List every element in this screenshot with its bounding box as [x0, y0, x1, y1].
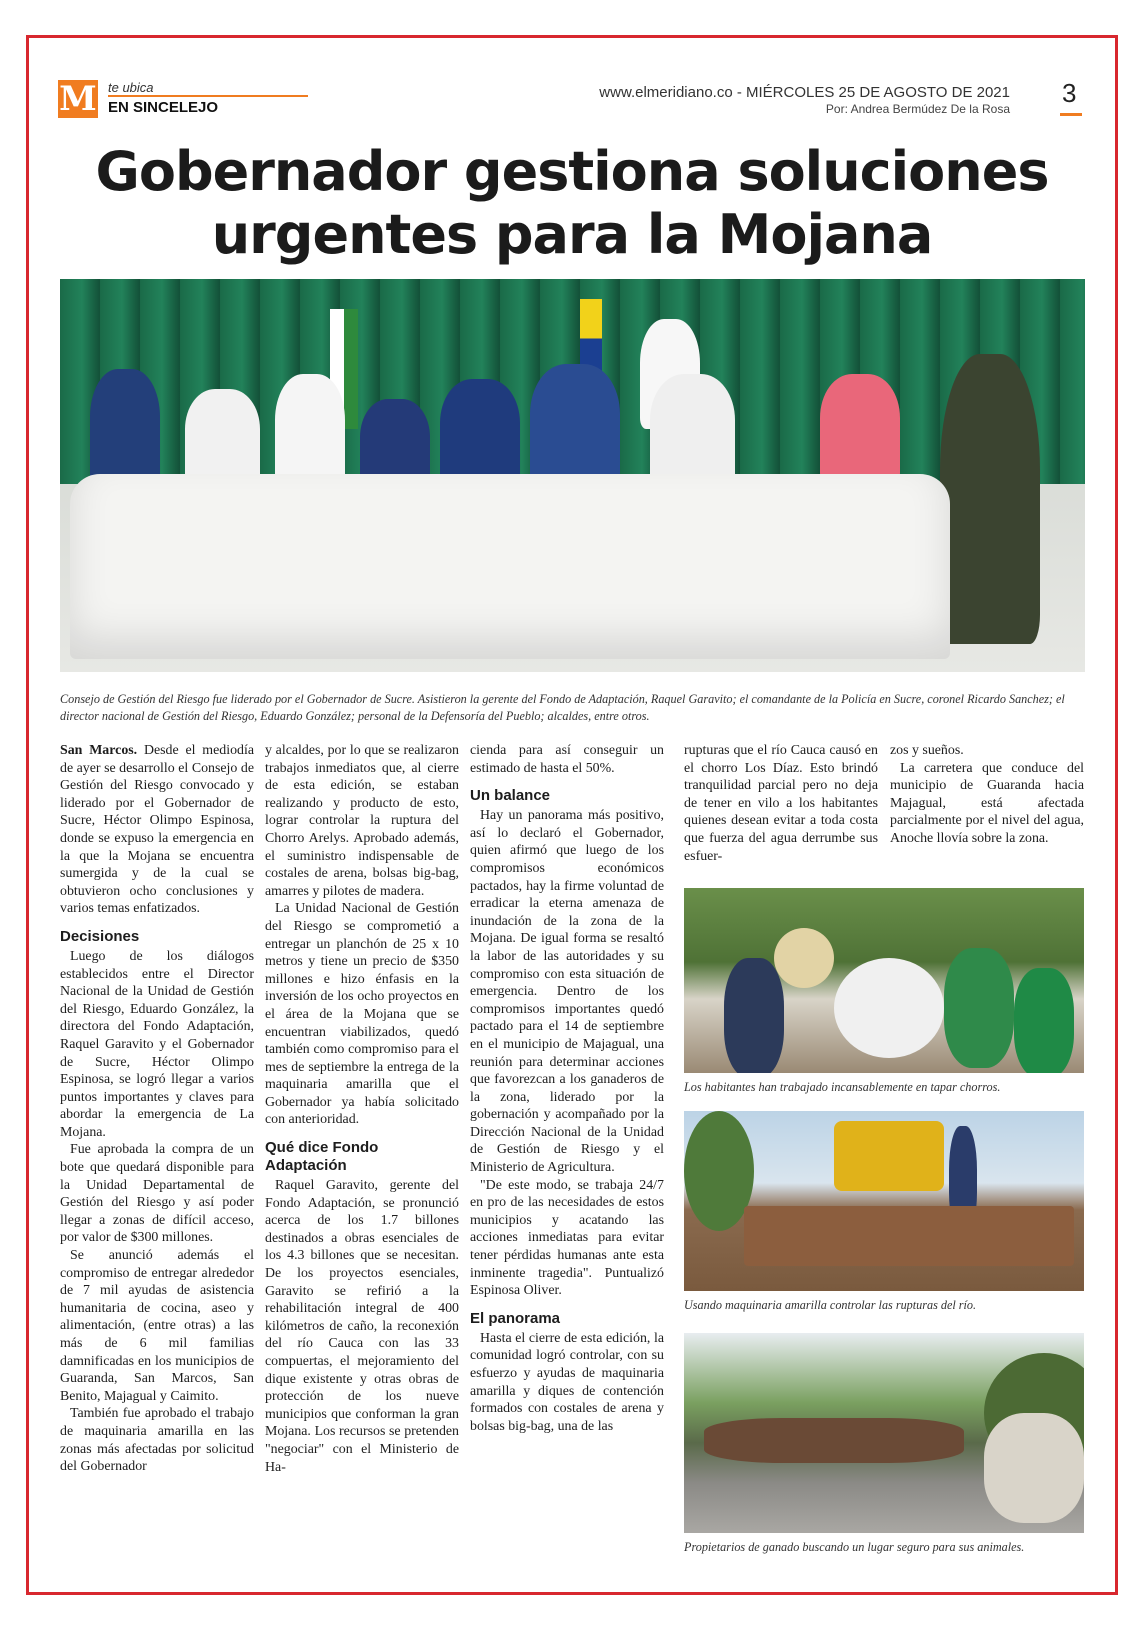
person-figure	[90, 369, 160, 489]
subhead-un-balance: Un balance	[470, 787, 551, 805]
white-tablecloth	[70, 474, 950, 659]
article-column-4	[684, 742, 878, 865]
paragraph: Hay un panorama más positivo, así lo declaró el Gobernador, quien afirmó que luego de los compromisos económicos pactados, hay la firme voluntad de erradicar la eterna amenaza de inundación de la zona de la Mojana. De igual forma se resaltó la labor de las autoridades y su compromiso con esta situación de emergencia. Dentro de los compromisos importantes quedó pactado para el 14 de septiembre en el municipio de Majagual, una reunión para determinar acciones que favorezcan a los ganaderos de la zona, liderado por la gobernación y acompañado por la Dirección Nacional de la Unidad de Gestión de Riesgo y el Ministerio de Agricultura.	[470, 808, 664, 1176]
article-column-1	[60, 742, 254, 1476]
photo-caption-residents: Los habitantes han trabajado incansablemente en tapar chorros.	[684, 1080, 1001, 1094]
subhead-el-panorama: El panorama	[470, 1309, 561, 1327]
section-tagline: te ubica	[108, 80, 154, 95]
photo-residents-sandbags	[684, 888, 1084, 1073]
author-byline: Por: Andrea Bermúdez De la Rosa	[825, 102, 1010, 116]
article-lead	[60, 742, 254, 918]
photo-detail	[834, 958, 944, 1058]
article-column-5	[890, 742, 1084, 848]
dateline: San Marcos.	[60, 743, 138, 758]
article-column-3	[470, 742, 664, 1435]
paragraph: Raquel Garavito, gerente del Fondo Adaptación, se pronunció acerca de los 1.7 billones destinados a obras esenciales de los 4.3 billones que se necesitan. De los proyectos esenciales, Garavito se refirió a la rehabilitación integral de 400 kilómetros de caño, la reconexión del río Cauca con las 33 compuertas, el mejoramiento del dique existente y otras obras de protección de los nueve municipios que conforman la gran Mojana. Los recursos se pretenden "negociar" con el Ministerio de Ha-	[265, 1178, 459, 1475]
subhead-fondo-adaptacion: Qué dice Fondo Adaptación	[265, 1139, 379, 1175]
headline-line-1: Gobernador gestiona soluciones	[95, 140, 1049, 203]
person-figure	[940, 354, 1040, 644]
section-name: EN SINCELEJO	[108, 99, 219, 116]
photo-detail	[774, 928, 834, 988]
photo-detail	[834, 1121, 944, 1191]
page-number-underline	[1060, 113, 1082, 116]
article-column-2	[265, 742, 459, 1476]
photo-detail	[724, 958, 784, 1073]
paragraph: Hasta el cierre de esta edición, la comunidad logró controlar, con su esfuerzo y ayudas de maquinaria amarilla y diques de contención formados con costales de arena y bolsas big-bag, una de las	[470, 1330, 664, 1434]
site-and-date: www.elmeridiano.co - MIÉRCOLES 25 DE AGOSTO DE 2021	[599, 84, 1010, 101]
headline-line-2: urgentes para la Mojana	[211, 203, 933, 266]
newspaper-logo: M	[59, 79, 97, 119]
photo-caption-cattle: Propietarios de ganado buscando un lugar seguro para sus animales.	[684, 1540, 1025, 1554]
photo-detail	[944, 948, 1014, 1068]
photo-yellow-machinery	[684, 1111, 1084, 1291]
photo-detail	[984, 1413, 1084, 1523]
subhead-decisiones: Decisiones	[60, 927, 140, 945]
paragraph: La carretera que conduce del municipio de Guaranda hacia Majagual, está afectada parcialmente por el nivel del agua, Anoche llovía sobre la zona.	[890, 760, 1084, 846]
paragraph: cienda para así conseguir un estimado de hasta el 50%.	[470, 743, 664, 776]
paragraph: rupturas que el río Cauca causó en el chorro Los Díaz. Esto brindó tranquilidad parcial pero no deja de tener en vilo a los habitantes quienes desean evitar a toda costa que fuerza del agua derrumbe sus esfuer-	[684, 743, 878, 864]
section-divider	[108, 95, 308, 97]
main-photo-caption: Consejo de Gestión del Riesgo fue liderado por el Gobernador de Sucre. Asistieron la gerente del Fondo de Adaptación, Raquel Garavito; el comandante de la Policía en Sucre, coronel Ricardo Sanchez; el director nacional de Gestión del Riesgo, Eduardo González; personal de la Defensoría del Pueblo; alcaldes, entre otros.	[60, 692, 1065, 723]
paragraph: "De este modo, se trabaja 24/7 en pro de las necesidades de estos municipios y acatando las acciones inmediatas para evitar tener pérdidas humanas ante esta inminente tragedia". Puntualizó Espinosa Oliver.	[470, 1177, 664, 1299]
page-number: 3	[1062, 78, 1077, 108]
photo-cattle-road	[684, 1333, 1084, 1533]
person-figure	[275, 374, 345, 489]
photo-detail	[1014, 968, 1074, 1073]
paragraph: La Unidad Nacional de Gestión del Riesgo se comprometió a entregar un planchón de 25 x 10 metros y tiene un precio de $350 millones e hizo énfasis en la inversión de los ocho proyectos en el área de la Mojana que se encuentran viabilizados, quedó también como compromiso para el mes de septiembre la entrega de la maquinaria amarilla que el Gobernador ya había solicitado con anterioridad.	[265, 901, 459, 1128]
headline	[40, 140, 1104, 266]
paragraph: Se anunció además el compromiso de entregar alrededor de 7 mil ayudas de asistencia humanitaria de cocina, aseo y alimentación, (entre otras) a las más de 6 mil familias damnificadas en los municipios de Guaranda, San Marcos, San Benito, Majagual y Caimito.	[60, 1248, 254, 1404]
photo-detail	[744, 1206, 1074, 1266]
lead-text: Desde el mediodía de ayer se desarrollo el Consejo de Gestión del Riesgo convocado y liderado por el Gobernador de Sucre, Héctor Olimpo Espinosa, donde se expuso la emergencia en la que la Mojana se encuentra sumergida y de la cual se obtuvieron ocho conclusiones y varios temas enfatizados.	[60, 743, 254, 917]
paragraph: zos y sueños.	[890, 743, 964, 758]
person-figure	[530, 364, 620, 489]
paragraph: y alcaldes, por lo que se realizaron trabajos inmediatos que, al cierre de esta edición, se estaban realizando y producto de esto, lograr controlar la ruptura del Chorro Arelys. Aprobado además, el suministro indispensable de costales de arena, bolsas big-bag, amarres y pilotes de madera.	[265, 743, 459, 899]
paragraph: También fue aprobado el trabajo de maquinaria amarilla en las zonas más afectadas por solicitud del Gobernador	[60, 1406, 254, 1475]
person-figure	[650, 374, 735, 489]
photo-caption-machinery: Usando maquinaria amarilla controlar las rupturas del río.	[684, 1298, 977, 1312]
paragraph: Luego de los diálogos establecidos entre el Director Nacional de la Unidad de Gestión del Riesgo, Eduardo González, la directora del Fondo Adaptación, Raquel Garavito y el Gobernador de Sucre, Héctor Olimpo Espinosa, se logró llegar a varios puntos importantes y claves para abordar la emergencia de La Mojana.	[60, 948, 254, 1140]
paragraph: Fue aprobada la compra de un bote que quedará disponible para la Unidad Departamental de Gestión del Riesgo y así poder llegar a zonas de difícil acceso, por valor de $300 millones.	[60, 1142, 254, 1246]
main-photo-meeting	[60, 279, 1085, 672]
photo-detail	[704, 1418, 964, 1463]
person-figure	[440, 379, 520, 489]
person-figure	[820, 374, 900, 484]
